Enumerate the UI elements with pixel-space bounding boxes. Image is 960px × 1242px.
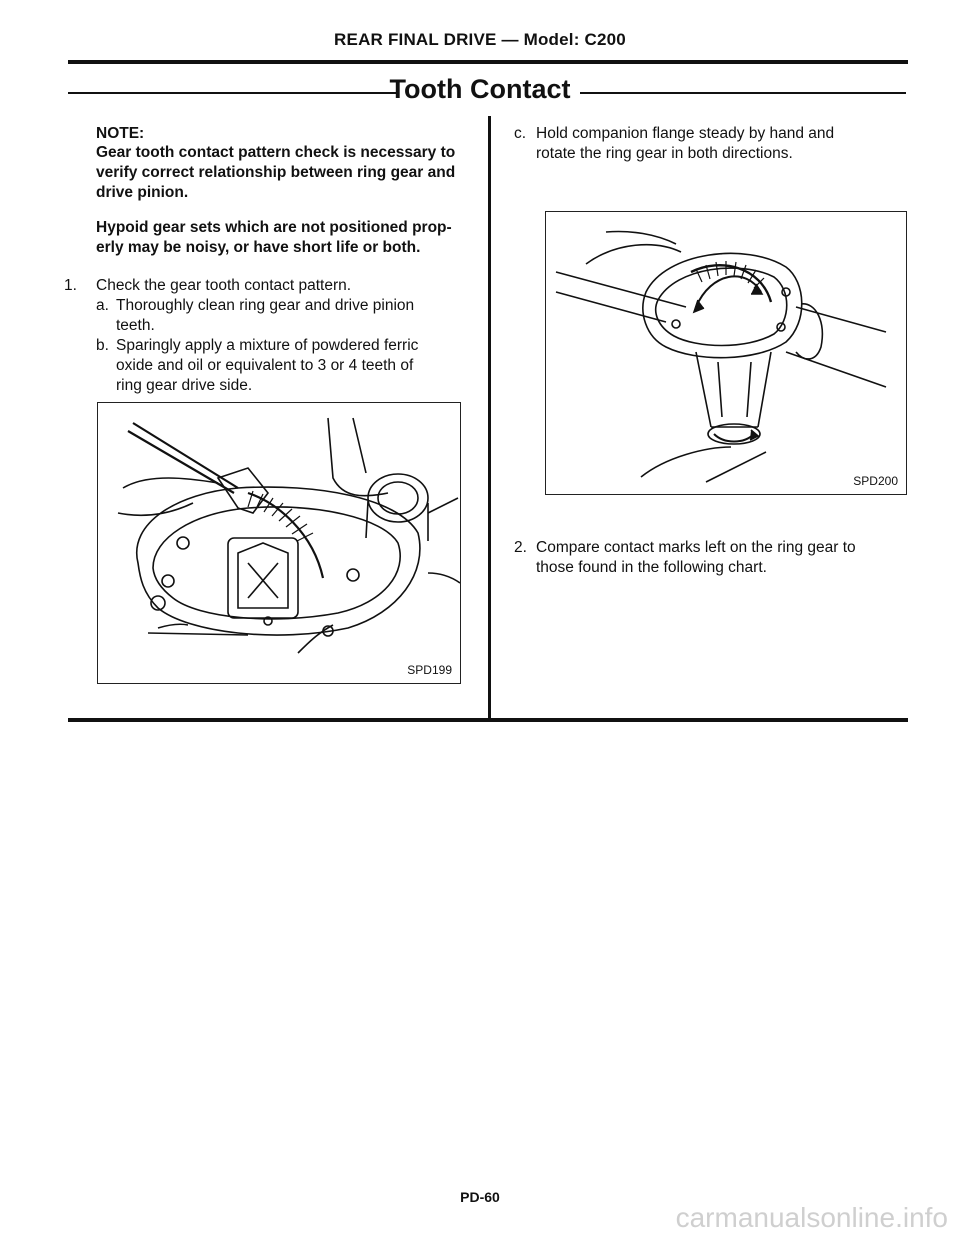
step-1a-line: teeth. bbox=[116, 317, 155, 334]
figure-label: SPD199 bbox=[407, 663, 452, 677]
step-1-text: Check the gear tooth contact pattern. bbox=[96, 277, 352, 294]
step-2-number: 2. bbox=[514, 539, 527, 556]
step-1b-line: ring gear drive side. bbox=[116, 377, 253, 394]
figure-spd199 bbox=[97, 402, 461, 684]
section-title-rule-right bbox=[580, 92, 906, 94]
page-header-title: REAR FINAL DRIVE — Model: C200 bbox=[334, 30, 626, 49]
step-1a-letter: a. bbox=[96, 297, 109, 314]
step-1c-line: Hold companion flange steady by hand and bbox=[536, 125, 835, 142]
step-2-text bbox=[536, 538, 916, 578]
step-1c-text bbox=[536, 124, 916, 164]
step-2-line: those found in the following chart. bbox=[536, 559, 767, 576]
figure-label: SPD200 bbox=[853, 474, 898, 488]
step-1b-line: oxide and oil or equivalent to 3 or 4 teeth of bbox=[116, 357, 414, 374]
step-1a-text bbox=[116, 296, 466, 336]
warning-line: erly may be noisy, or have short life or both. bbox=[96, 239, 421, 256]
figure-spd200 bbox=[545, 211, 907, 495]
bottom-rule bbox=[68, 718, 908, 722]
step-1b-letter: b. bbox=[96, 337, 109, 354]
note-text bbox=[96, 143, 476, 203]
watermark: carmanualsonline.info bbox=[675, 1202, 948, 1233]
section-title: Tooth Contact bbox=[389, 74, 571, 104]
step-2-line: Compare contact marks left on the ring gear to bbox=[536, 539, 856, 556]
companion-flange-rotation-illustration bbox=[546, 212, 906, 494]
column-divider bbox=[488, 116, 491, 720]
step-1c-letter: c. bbox=[514, 125, 527, 142]
step-1b-line: Sparingly apply a mixture of powdered ferric bbox=[116, 337, 419, 354]
note-line: verify correct relationship between ring gear and bbox=[96, 164, 456, 181]
step-1a-line: Thoroughly clean ring gear and drive pinion bbox=[116, 297, 415, 314]
note-line: Gear tooth contact pattern check is necessary to bbox=[96, 144, 456, 161]
ring-gear-painting-illustration bbox=[98, 403, 460, 683]
warning-text bbox=[96, 218, 476, 258]
warning-line: Hypoid gear sets which are not positioned prop- bbox=[96, 219, 452, 236]
note-line: drive pinion. bbox=[96, 184, 189, 201]
step-1c-line: rotate the ring gear in both directions. bbox=[536, 145, 793, 162]
note-label: NOTE: bbox=[96, 125, 145, 142]
header-rule bbox=[68, 60, 908, 64]
page-number: PD-60 bbox=[460, 1189, 500, 1205]
step-1b-text bbox=[116, 336, 466, 396]
step-1-number: 1. bbox=[64, 277, 77, 294]
